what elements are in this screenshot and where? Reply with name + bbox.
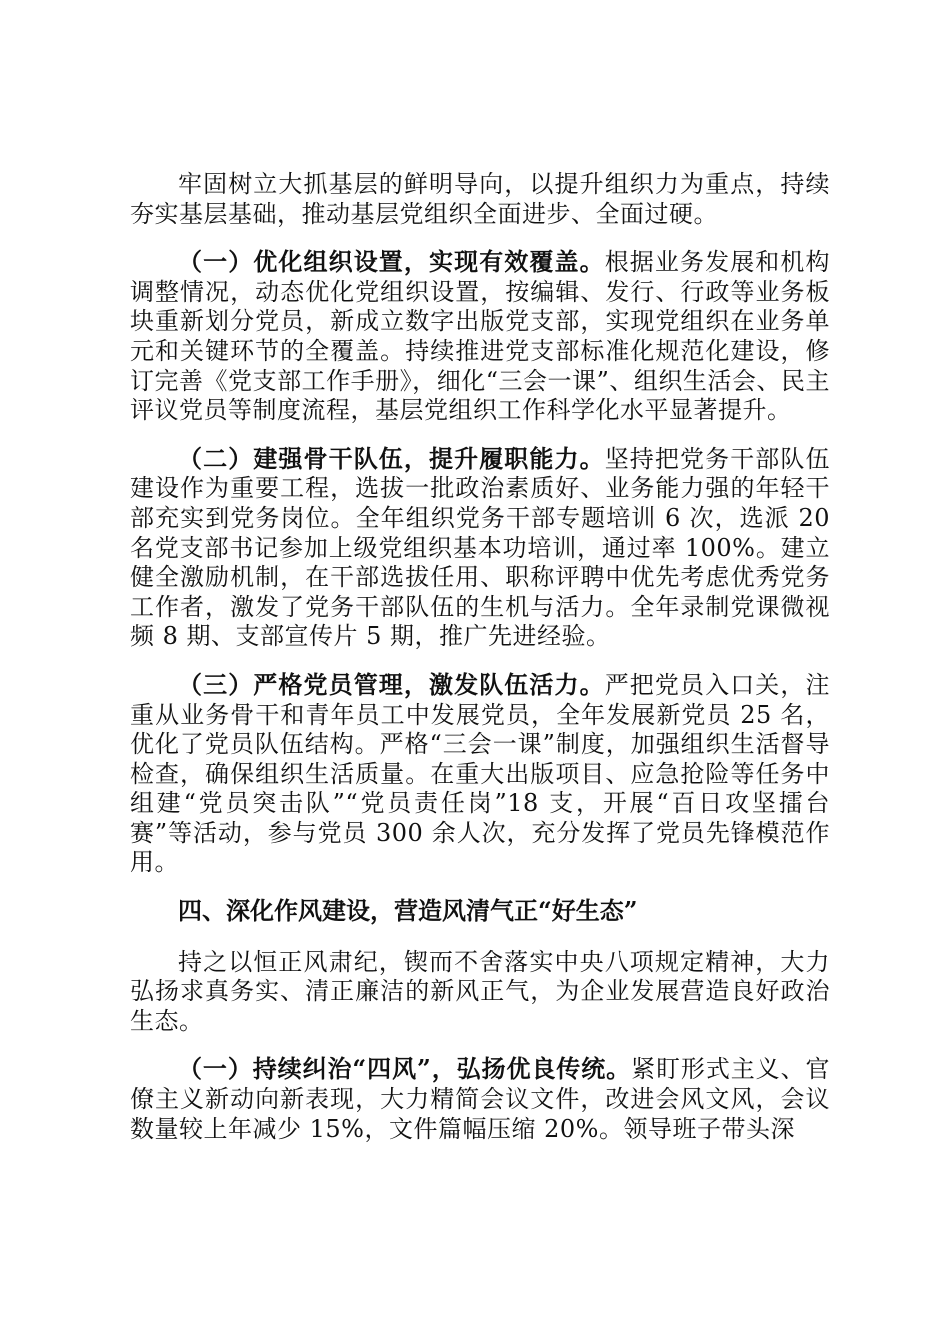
section-subsection-1-paragraph	[130, 1054, 830, 1144]
subsection-1-lead: （一）优化组织设置，实现有效覆盖。	[178, 247, 605, 277]
subsection-2-paragraph	[130, 444, 830, 652]
subsection-3-text: 严把党员入口关，注重从业务骨干和青年员工中发展党员，全年发展新党员 25 名，优化了党员队伍结构。严格“三会一课”制度，加强组织生活督导检查，确保组织生活质量。在重大出版项目、应急抢险等任务中组建“党员突击队”“党员责任岗”18 支，开展“百日攻坚擂台赛”等活动，参与党员 300 余人次，充分发挥了党员先锋模范作用。	[130, 670, 831, 877]
subsection-3-lead: （三）严格党员管理，激发队伍活力。	[178, 669, 605, 699]
subsection-1-paragraph	[130, 247, 830, 426]
document-body	[130, 170, 830, 1162]
section-heading: 四、深化作风建设，营造风清气正“好生态”	[178, 896, 638, 926]
subsection-2-lead: （二）建强骨干队伍，提升履职能力。	[178, 443, 605, 473]
subsection-1-text: 根据业务发展和机构调整情况，动态优化党组织设置，按编辑、发行、行政等业务板块重新划分党员，新成立数字出版党支部，实现党组织在业务单元和关键环节的全覆盖。持续推进党支部标准化规范化建设，修订完善《党支部工作手册》，细化“三会一课”、组织生活会、民主评议党员等制度流程，基层党组织工作科学化水平显著提升。	[130, 248, 831, 425]
section-intro-paragraph	[130, 948, 830, 1037]
section-intro-text: 持之以恒正风肃纪，锲而不舍落实中央八项规定精神，大力弘扬求真务实、清正廉洁的新风正气，为企业发展营造良好政治生态。	[130, 947, 830, 1035]
section-subsection-1-text: 紧盯形式主义、官僚主义新动向新表现，大力精简会议文件，改进会风文风，会议数量较上年减少 15%，文件篇幅压缩 20%。领导班子带头深	[130, 1055, 831, 1143]
paragraph-text: 牢固树立大抓基层的鲜明导向，以提升组织力为重点，持续夯实基层基础，推动基层党组织全面进步、全面过硬。	[130, 170, 830, 228]
intro-paragraph	[130, 170, 830, 229]
section-subsection-1-lead: （一）持续纠治“四风”，弘扬优良传统。	[178, 1054, 632, 1084]
subsection-3-paragraph	[130, 670, 830, 878]
subsection-2-text: 坚持把党务干部队伍建设作为重要工程，选拔一批政治素质好、业务能力强的年轻干部充实到党务岗位。全年组织党务干部专题培训 6 次，选派 20 名党支部书记参加上级党组织基本功培训，通过率 100%。建立健全激励机制，在干部选拔任用、职称评聘中优先考虑优秀党务工作者，激发了党务干部队伍的生机与活力。全年录制党课微视频 8 期、支部宣传片 5 期，推广先进经验。	[130, 444, 831, 651]
